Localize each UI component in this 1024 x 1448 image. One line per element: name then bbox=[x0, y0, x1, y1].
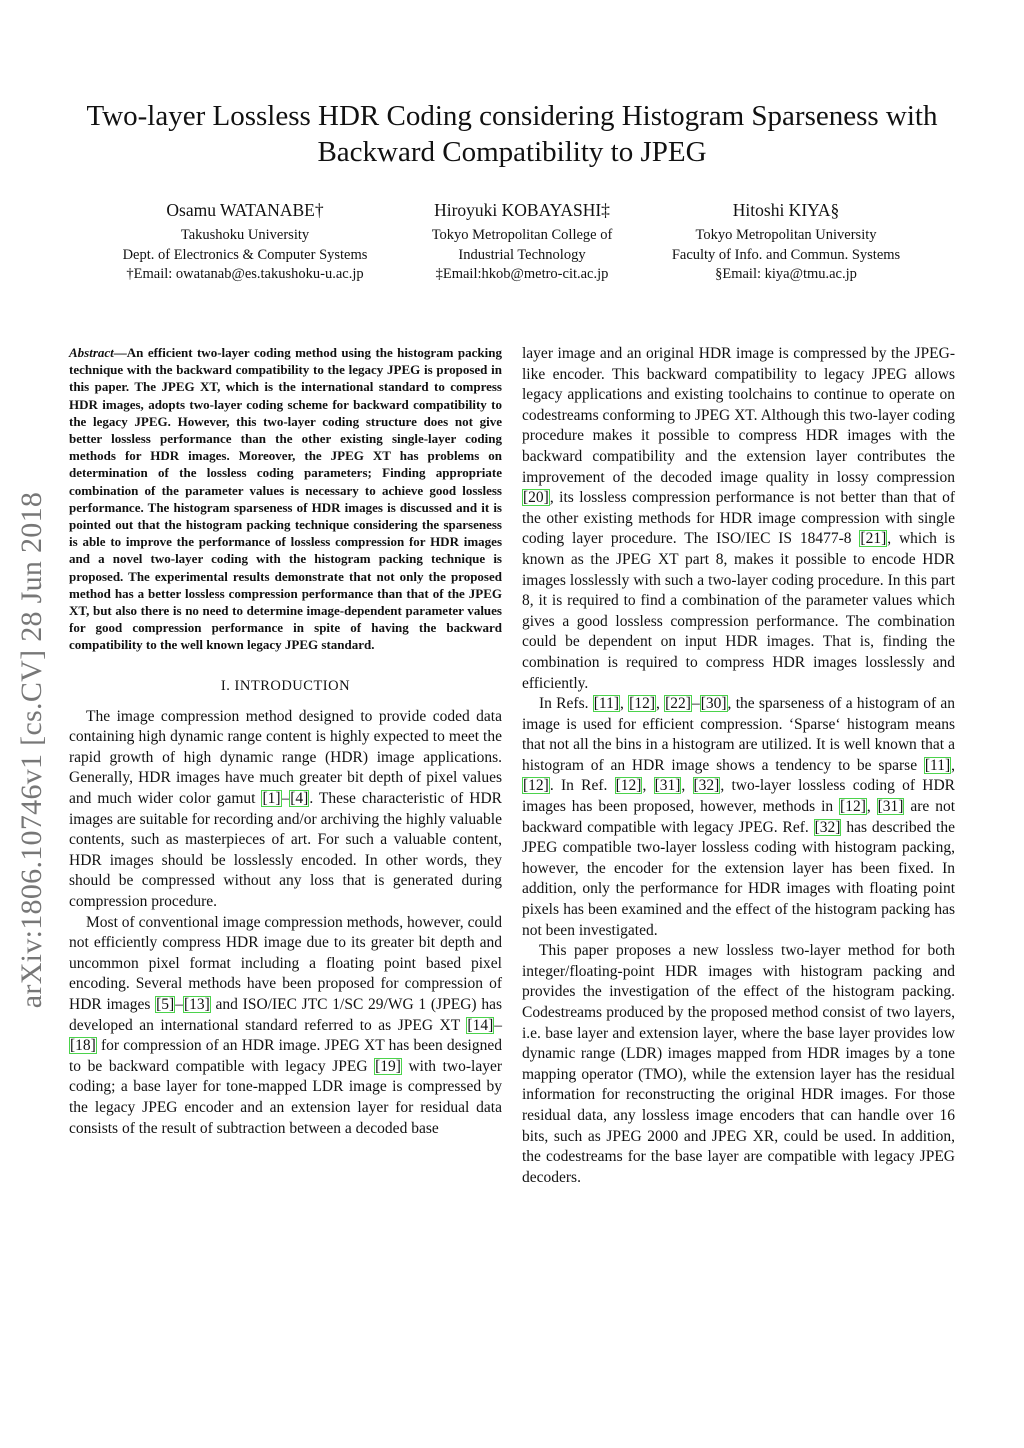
author-affiliation: Dept. of Electronics & Computer Systems bbox=[122, 246, 368, 263]
citation-link[interactable]: [12] bbox=[523, 777, 549, 795]
citation-link[interactable]: [18] bbox=[70, 1037, 96, 1055]
author-affiliation: Takushoku University bbox=[180, 227, 310, 243]
author-name: Hitoshi KIYA§ bbox=[732, 200, 840, 220]
citation-link[interactable]: [4] bbox=[290, 790, 309, 808]
citation-link[interactable]: [11] bbox=[924, 756, 951, 774]
author-block bbox=[400, 199, 644, 285]
author-affiliation: Faculty of Info. and Commun. Systems bbox=[671, 246, 901, 263]
author-block bbox=[100, 199, 390, 285]
citation-link[interactable]: [12] bbox=[840, 798, 866, 816]
abstract-text: —An efficient two-layer coding method using the histogram packing technique with the backward compatibility to the legacy JPEG is proposed in this paper. The JPEG XT, which is the international standard to compress HDR images, adopts two-layer coding scheme for backward compatibility to the legacy JPEG. However, this two-layer coding structure does not give better lossless performance than the other existing single-layer coding methods for HDR images. Moreover, the JPEG XT has problems on determination of the lossless coding parameters; Finding appropriate combination of the parameter values is necessary to achieve good lossless performance. The histogram sparseness of HDR images is discussed and it is pointed out that the histogram packing technique considering the sparseness is able to improve the performance of lossless compression for HDR images and a novel two-layer coding with the histogram packing technique is proposed. The experimental results demonstrate that not only the proposed method has a better lossless compression performance than that of the JPEG XT, but also there is no need to determine image-dependent parameter values for good compression performance in spite of having the backward compatibility to the well known legacy JPEG standard. bbox=[69, 345, 502, 653]
author-block bbox=[652, 199, 920, 285]
citation-link[interactable]: [13] bbox=[183, 995, 210, 1013]
citation-link[interactable]: [20] bbox=[523, 489, 549, 507]
citation-link[interactable]: [32] bbox=[693, 777, 720, 795]
left-column bbox=[69, 344, 502, 1139]
citation-link[interactable]: [31] bbox=[877, 798, 904, 816]
author-affiliation: Industrial Technology bbox=[458, 246, 586, 263]
paragraph: In Refs. [11], [12], [22]–[30], the sparseness of a histogram of an image is used for efficient compression. ‘Sparse‘ histogram means that not all the bins in a histogram are utilized. It is well known that a histogram of an HDR image shows a tendency to be sparse [11], [12]. In Ref. [12], [31], [32], two-layer lossless coding of HDR images has been proposed, however, methods in [12], [31] are not backward compatible with legacy JPEG. Ref. [32] has described the JPEG compatible two-layer lossless coding with histogram packing, however, the encoder for the extension layer has been fixed. In addition, only the performance for HDR images with floating point pixels has been examined and the effect of the histogram packing has not been investigated. bbox=[522, 695, 956, 939]
author-email: ‡Email:hkob@metro-cit.ac.jp bbox=[435, 266, 609, 282]
citation-link[interactable]: [22] bbox=[665, 695, 691, 713]
paragraph: The image compression method designed to provide coded data containing high dynamic range content is highly expected to meet the rapid growth of high dynamic range (HDR) image applications. Generally, HDR images have much greater bit depth of pixel values and much wider color gamut [1]–[4]. These characteristic of HDR images are suitable for recording and/or archiving the highly valuable contents, such as masterpieces of art. For such a valuable content, HDR images should be losslessly encoded. In other words, they should be compressed without any loss that is generated during compression procedure. bbox=[69, 707, 502, 910]
author-affiliation: Tokyo Metropolitan College of bbox=[431, 227, 613, 243]
citation-link[interactable]: [21] bbox=[860, 530, 887, 548]
citation-link[interactable]: [32] bbox=[814, 818, 841, 836]
citation-link[interactable]: [5] bbox=[156, 995, 175, 1013]
paper-title: Two-layer Lossless HDR Coding considering Histogram Sparseness with Backward Compatibility to JPEG bbox=[86, 100, 938, 168]
author-email: †Email: owatanab@es.takushoku-u.ac.jp bbox=[126, 266, 364, 282]
paragraph: Most of conventional image compression methods, however, could not efficiently compress HDR image due to its greater bit depth and uncommon pixel format including a floating point based pixel encoding. Several methods have been proposed for compression of HDR images [5]–[13] and ISO/IEC JTC 1/SC 29/WG 1 (JPEG) has developed an international standard referred to as JPEG XT [14]–[18] for compression of an HDR image. JPEG XT has been designed to be backward compatible with legacy JPEG [19] with two-layer coding; a base layer for tone-mapped LDR image is compressed by the legacy JPEG encoder and an extension layer for residual data consists of the result of subtraction between a decoded base bbox=[69, 913, 502, 1137]
abstract-label: Abstract bbox=[69, 345, 114, 360]
author-name: Hiroyuki KOBAYASHI‡ bbox=[434, 200, 610, 220]
citation-link[interactable]: [12] bbox=[629, 695, 655, 713]
right-column bbox=[522, 344, 955, 1188]
section-heading: I. INTRODUCTION bbox=[220, 677, 351, 694]
paragraph: layer image and an original HDR image is compressed by the JPEG-like encoder. This backward compatibility to legacy JPEG allows legacy applications and existing toolchains to continue to operate on codestreams conforming to JPEG XT. Although this two-layer coding procedure makes it possible to compress HDR images with the backward compatibility and the extension layer contributes the improvement of the decoded image quality in lossy compression [20], its lossless compression performance is not better than that of the other existing methods for HDR image compression with single coding layer procedure. The ISO/IEC IS 18477-8 [21], which is known as the JPEG XT part 8, makes it possible to encode HDR images losslessly with such a two-layer coding procedure. In this part 8, it is required to find a combination of the parameter values which gives a good lossless compression performance. The combination could be dependent on input HDR images. That is, finding the combination is required to compress HDR images losslessly and efficiently. bbox=[522, 345, 956, 692]
author-email: §Email: kiya@tmu.ac.jp bbox=[715, 266, 857, 282]
citation-link[interactable]: [14] bbox=[467, 1016, 494, 1034]
citation-link[interactable]: [19] bbox=[375, 1057, 401, 1075]
abstract bbox=[69, 344, 502, 654]
arxiv-identifier: arXiv:1806.10746v1 [cs.CV] 28 Jun 2018 bbox=[15, 491, 48, 1009]
citation-link[interactable]: [11] bbox=[593, 695, 619, 713]
citation-link[interactable]: [1] bbox=[262, 790, 281, 808]
citation-link[interactable]: [30] bbox=[700, 695, 727, 713]
citation-link[interactable]: [31] bbox=[654, 777, 681, 795]
author-name: Osamu WATANABE† bbox=[166, 200, 324, 220]
author-affiliation: Tokyo Metropolitan University bbox=[695, 227, 877, 243]
citation-link[interactable]: [12] bbox=[615, 777, 642, 795]
paragraph: This paper proposes a new lossless two-layer method for both integer/floating-point HDR images with histogram packing and provides the investigation of the effect of the histogram packing. Codestreams produced by the proposed method consist of two layers, i.e. base layer and extension layer, where the base layer provides low dynamic range (LDR) images mapped from HDR images by a tone mapping operator (TMO), while the extension layer has the residual information for reconstructing the original HDR images. For those residual data, any lossless image encoders that can handle over 16 bits, such as JPEG 2000 and JPEG XR, could be used. In addition, the codestreams for the base layer are compatible with legacy JPEG decoders. bbox=[522, 942, 955, 1186]
